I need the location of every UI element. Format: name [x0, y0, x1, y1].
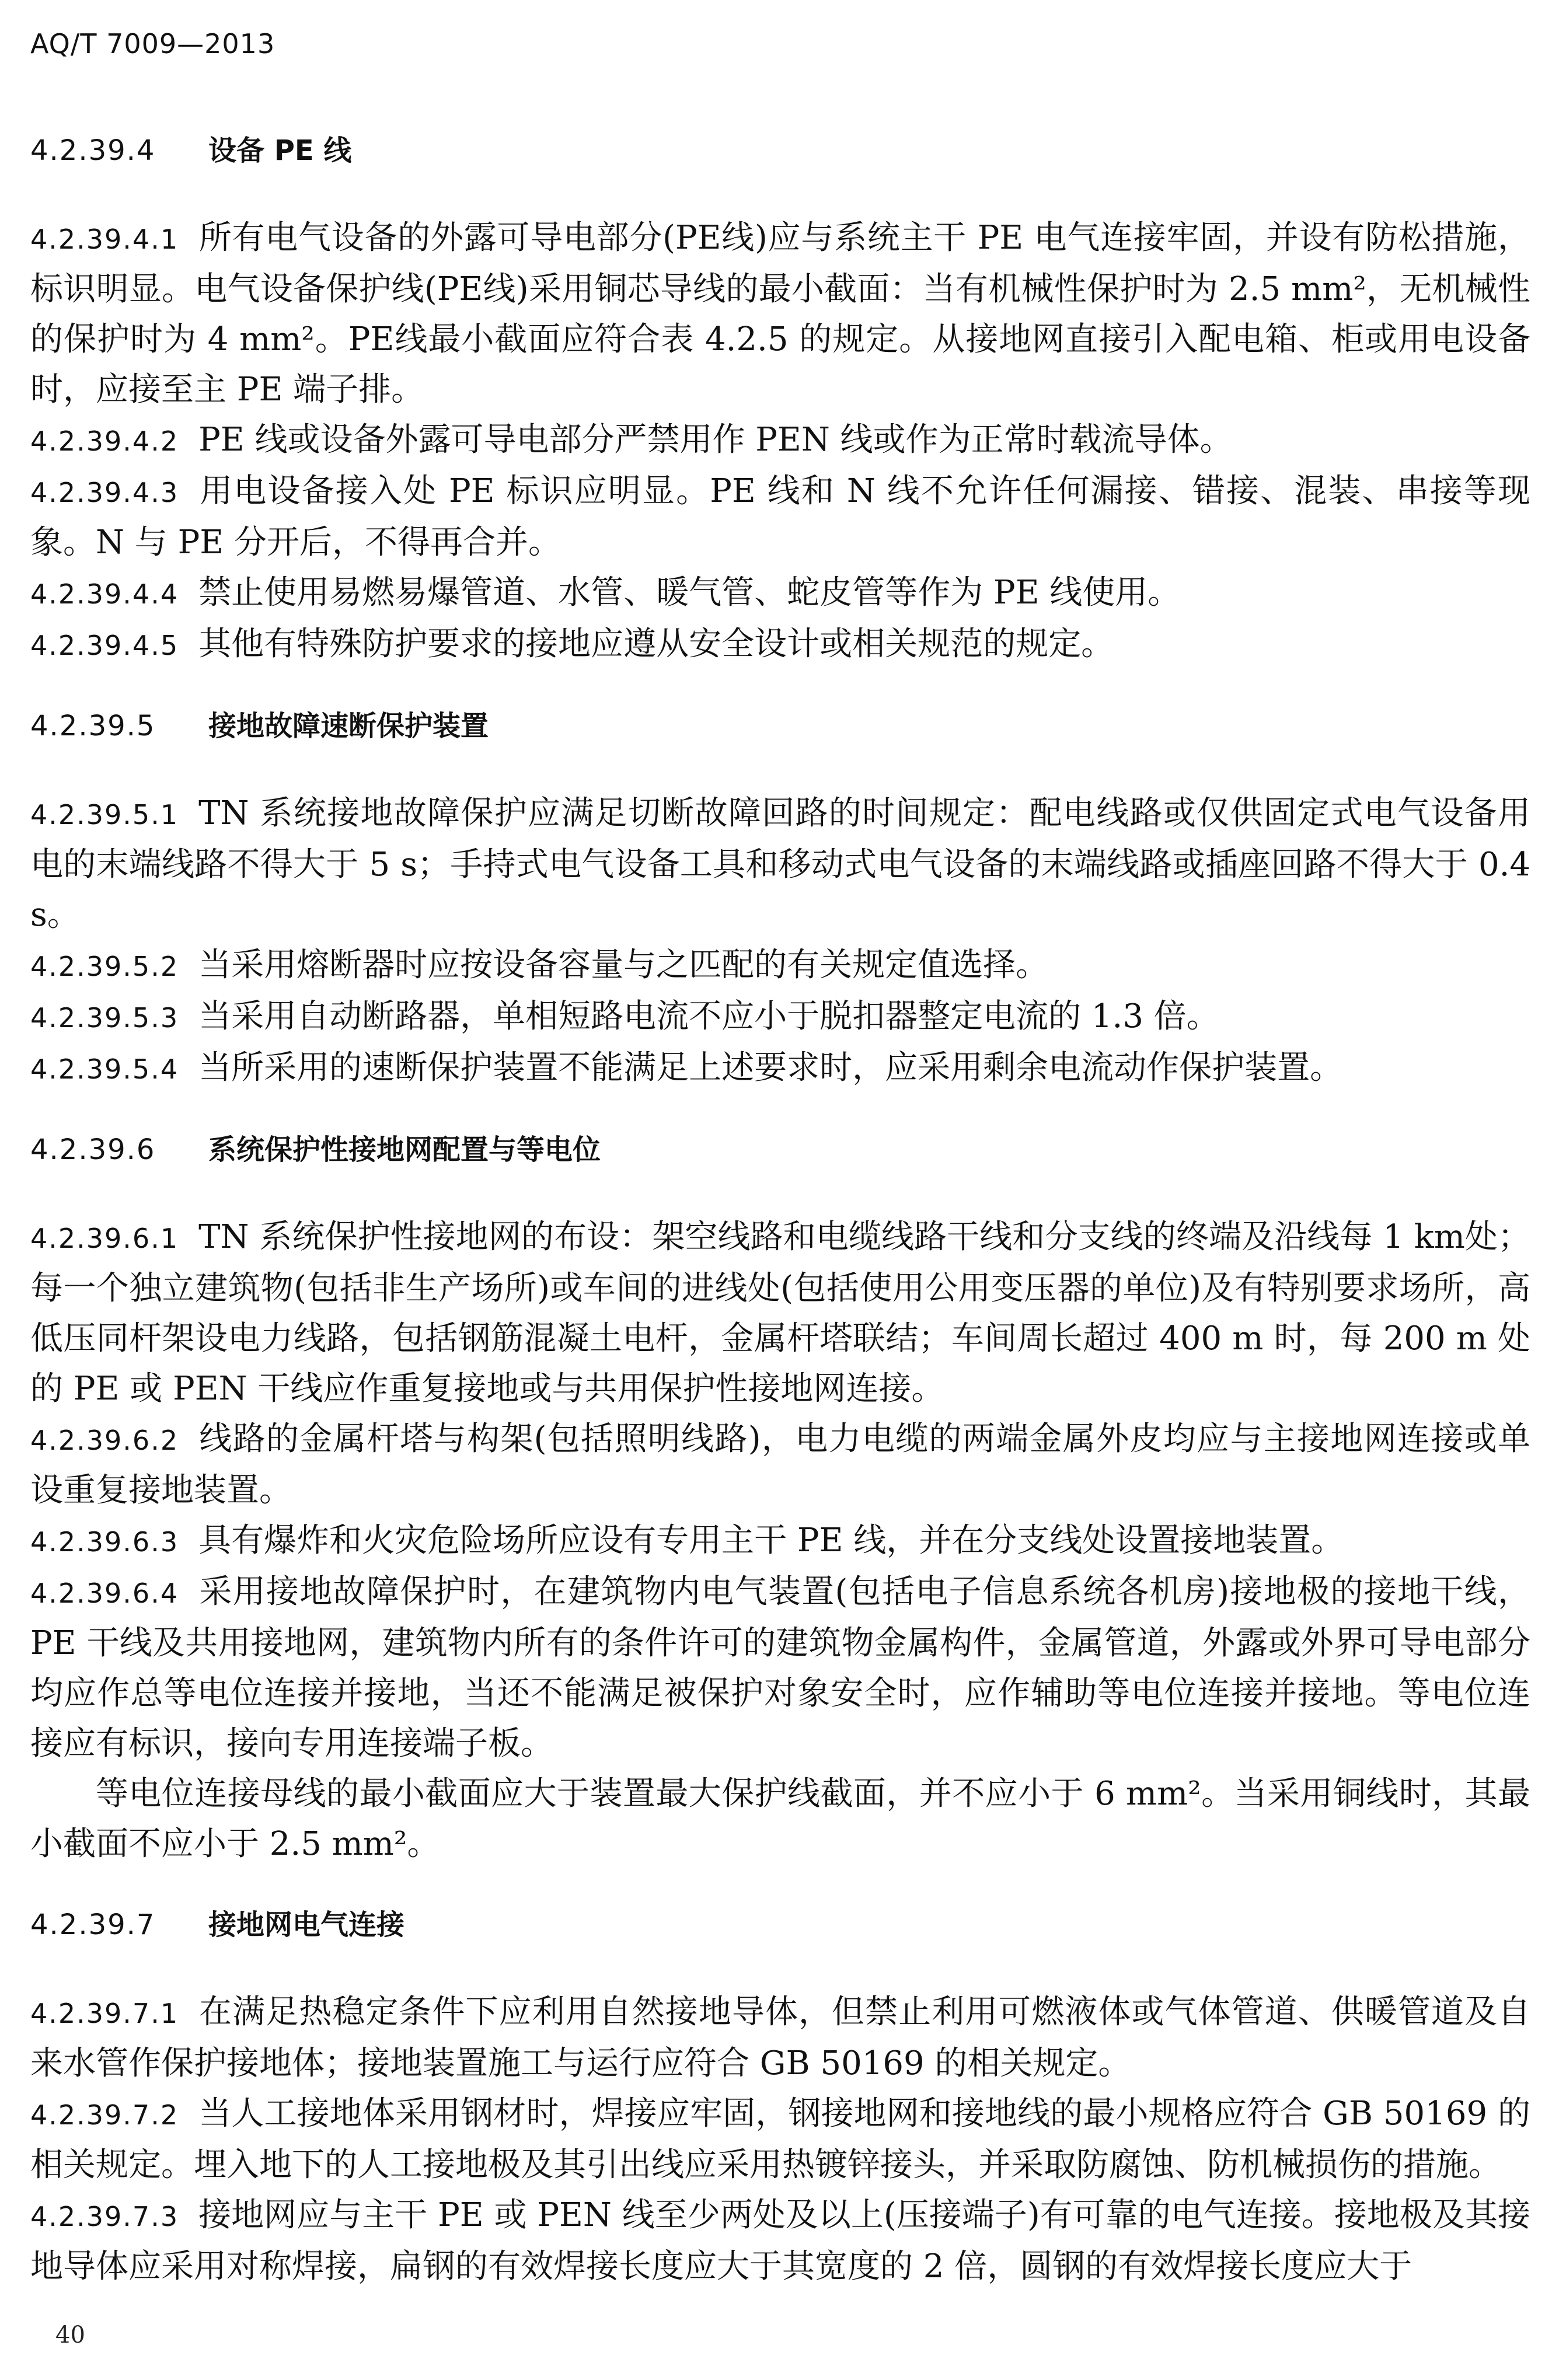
page-number: 40 [55, 2322, 85, 2348]
clause-number: 4.2.39.5.1 [30, 799, 179, 830]
clause-text: 线路的金属杆塔与构架(包括照明线路)，电力电缆的两端金属外皮均应与主接地网连接或单设重复接地装置。 [30, 1420, 1530, 1509]
clause-text: 当采用熔断器时应按设备容量与之匹配的有关规定值选择。 [198, 946, 1049, 984]
clause [30, 788, 1530, 940]
paragraph: 等电位连接母线的最小截面应大于装置最大保护线截面，并不应小于 6 mm²。当采用铜线时，其最小截面不应小于 2.5 mm²。 [30, 1775, 1530, 1863]
clause-text: 其他有特殊防护要求的接地应遵从安全设计或相关规范的规定。 [198, 625, 1114, 663]
clause [30, 2089, 1530, 2190]
clause-number: 4.2.39.4.2 [30, 425, 179, 457]
clause [30, 992, 1530, 1043]
clause-text: 当人工接地体采用钢材时，焊接应牢固，钢接地网和接地线的最小规格应符合 GB 50169 的相关规定。埋入地下的人工接地极及其引出线应采用热镀锌接头，并采取防腐蚀、防机械损伤的措施。 [30, 2095, 1530, 2184]
clause-text: 所有电气设备的外露可导电部分(PE线)应与系统主干 PE 电气连接牢固，并设有防松措施，标识明显。电气设备保护线(PE线)采用铜芯导线的最小截面：当有机械性保护时为 2.5 mm²，无机械性的保护时为 4 mm²。PE线最小截面应符合表 4.2.5 的规定。从接地网直接引入配电箱、柜或用电设备时，应接至主 PE 端子排。 [30, 219, 1530, 409]
clause [30, 619, 1530, 671]
clause [30, 1567, 1530, 1769]
clause-number: 4.2.39.5.2 [30, 951, 179, 982]
clause-text: 禁止使用易燃易爆管道、水管、暖气管、蛇皮管等作为 PE 线使用。 [198, 574, 1181, 612]
section-heading [30, 701, 1530, 751]
standard-code-header: AQ/T 7009—2013 [30, 28, 275, 60]
clause-text: PE 线或设备外露可导电部分严禁用作 PEN 线或作为正常时载流导体。 [198, 421, 1233, 459]
clause-number: 4.2.39.4.3 [30, 477, 179, 508]
clause-number: 4.2.39.7.2 [30, 2099, 179, 2131]
section-title: 接地故障速断保护装置 [208, 710, 489, 742]
clause-number: 4.2.39.6.1 [30, 1223, 179, 1254]
section-number: 4.2.39.4 [30, 134, 156, 167]
clause-text: TN 系统接地故障保护应满足切断故障回路的时间规定：配电线路或仅供固定式电气设备用电的末端线路不得大于 5 s；手持式电气设备工具和移动式电气设备的末端线路或插座回路不得大于 0.4 s。 [30, 794, 1530, 934]
section-title: 接地网电气连接 [208, 1908, 405, 1941]
clause-text: 接地网应与主干 PE 或 PEN 线至少两处及以上(压接端子)有可靠的电气连接。接地极及其接地导体应采用对称焊接，扁钢的有效焊接长度应大于其宽度的 2 倍，圆钢的有效焊接长度应大于 [30, 2196, 1530, 2285]
clause-number: 4.2.39.7.3 [30, 2201, 179, 2232]
clause-text: 在满足热稳定条件下应利用自然接地导体，但禁止利用可燃液体或气体管道、供暖管道及自来水管作保护接地体；接地装置施工与运行应符合 GB 50169 的相关规定。 [30, 1993, 1530, 2082]
clause-number: 4.2.39.5.4 [30, 1053, 179, 1085]
clause [30, 466, 1530, 568]
document-body [30, 125, 1530, 2292]
clause-text: 当采用自动断路器，单相短路电流不应小于脱扣器整定电流的 1.3 倍。 [198, 997, 1219, 1035]
section-number: 4.2.39.7 [30, 1908, 156, 1941]
section-number: 4.2.39.5 [30, 710, 156, 742]
clause [30, 940, 1530, 992]
clause [30, 2190, 1530, 2292]
clause-number: 4.2.39.5.3 [30, 1002, 179, 1034]
clause-text: 具有爆炸和火灾危险场所应设有专用主干 PE 线，并在分支线处设置接地装置。 [198, 1521, 1344, 1559]
section-title: 系统保护性接地网配置与等电位 [208, 1133, 601, 1166]
clause [30, 1516, 1530, 1567]
clause-number: 4.2.39.4.1 [30, 224, 179, 255]
section-heading [30, 1900, 1530, 1950]
clause [30, 1414, 1530, 1516]
section-number: 4.2.39.6 [30, 1133, 156, 1166]
clause-text: 当所采用的速断保护装置不能满足上述要求时，应采用剩余电流动作保护装置。 [198, 1049, 1343, 1087]
clause-number: 4.2.39.6.2 [30, 1425, 179, 1456]
clause [30, 1212, 1530, 1414]
clause-number: 4.2.39.4.5 [30, 630, 179, 661]
clause-number: 4.2.39.6.4 [30, 1578, 179, 1609]
clause-text: 用电设备接入处 PE 标识应明显。PE 线和 N 线不允许任何漏接、错接、混装、串接等现象。N 与 PE 分开后，不得再合并。 [30, 472, 1530, 561]
clause [30, 213, 1530, 415]
clause-number: 4.2.39.4.4 [30, 578, 179, 610]
clause [30, 1987, 1530, 2089]
section-title: 设备 PE 线 [208, 134, 352, 167]
clause-text: TN 系统保护性接地网的布设：架空线路和电缆线路干线和分支线的终端及沿线每 1 km处；每一个独立建筑物(包括非生产场所)或车间的进线处(包括使用公用变压器的单位)及有特别要求场所，高低压同杆架设电力线路，包括钢筋混凝土电杆，金属杆塔联结；车间周长超过 400 m 时，每 200 m 处的 PE 或 PEN 干线应作重复接地或与共用保护性接地网连接。 [30, 1218, 1530, 1408]
clause [30, 568, 1530, 619]
clause [30, 415, 1530, 466]
clause-text: 采用接地故障保护时，在建筑物内电气装置(包括电子信息系统各机房)接地极的接地干线，PE 干线及共用接地网，建筑物内所有的条件许可的建筑物金属构件，金属管道，外露或外界可导电部分均应作总等电位连接并接地，当还不能满足被保护对象安全时，应作辅助等电位连接并接地。等电位连接应有标识，接向专用连接端子板。 [30, 1573, 1530, 1763]
section-heading [30, 125, 1530, 176]
section-heading [30, 1125, 1530, 1175]
clause-number: 4.2.39.6.3 [30, 1526, 179, 1558]
clause [30, 1043, 1530, 1094]
clause-number: 4.2.39.7.1 [30, 1998, 179, 2029]
